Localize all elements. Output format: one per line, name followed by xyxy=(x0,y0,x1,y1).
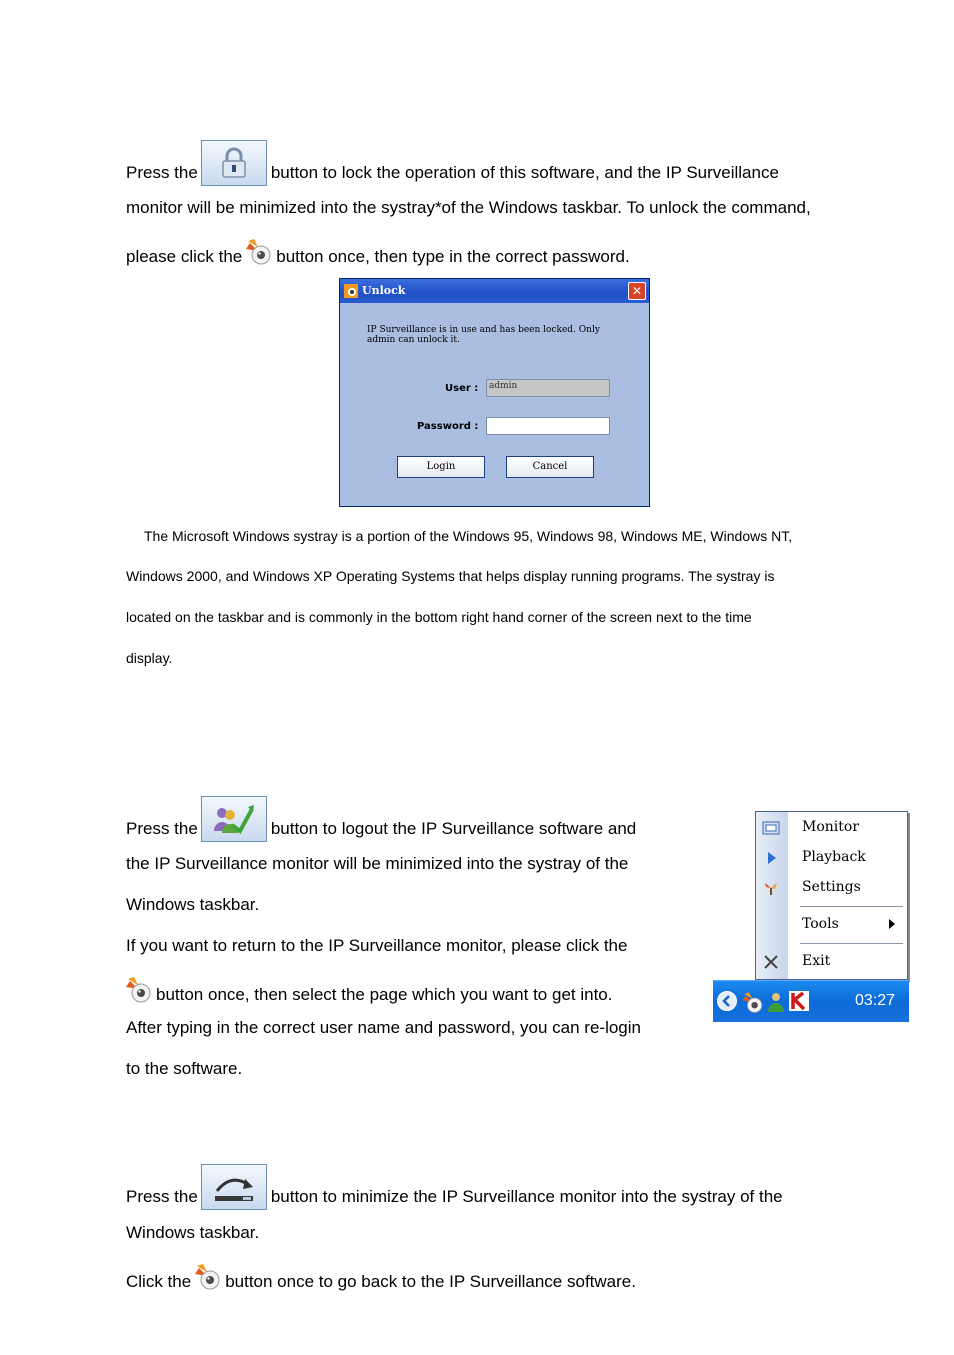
monitor-icon xyxy=(762,820,780,836)
menu-item-playback[interactable] xyxy=(756,844,907,872)
minimize-paragraph-line-1 xyxy=(126,1174,783,1220)
logout-paragraph-line-7: to the software. xyxy=(126,1059,243,1078)
password-field[interactable] xyxy=(486,417,610,435)
app-icon xyxy=(344,284,358,298)
minimize-paragraph-line-2: Windows taskbar. xyxy=(126,1223,260,1242)
text-logout-desc: button to logout the IP Surveillance software and xyxy=(270,819,637,838)
password-label: Password : xyxy=(417,421,479,432)
text-please-click: please click the xyxy=(126,247,243,266)
user-label: User : xyxy=(445,383,479,394)
close-button[interactable]: ✕ xyxy=(628,282,646,300)
ip-surveillance-tray-icon[interactable] xyxy=(741,990,765,1014)
menu-item-exit[interactable] xyxy=(756,948,907,976)
login-button[interactable]: Login xyxy=(397,456,485,478)
logout-button-icon xyxy=(201,796,267,842)
menu-separator xyxy=(800,943,903,944)
footnote-line-2: Windows 2000, and Windows XP Operating Systems that helps display running programs. The systray is xyxy=(126,568,775,584)
text-select-page: button once, then select the page which you want to get into. xyxy=(156,985,613,1004)
footnote-line-1: The Microsoft Windows systray is a portion of the Windows 95, Windows 98, Windows ME, Windows NT, xyxy=(144,528,793,544)
menu-item-label: Tools xyxy=(802,916,839,932)
close-icon xyxy=(762,954,780,970)
text-once-type: button once, then type in the correct password. xyxy=(276,247,630,266)
menu-item-tools[interactable] xyxy=(756,911,907,939)
settings-icon xyxy=(762,880,780,896)
menu-separator xyxy=(800,906,903,907)
taskbar-clock[interactable]: 03:27 xyxy=(855,992,896,1009)
antivirus-tray-icon[interactable] xyxy=(789,991,809,1011)
submenu-arrow-icon xyxy=(889,919,895,929)
text-minimize-desc: button to minimize the IP Surveillance monitor into the systray of the xyxy=(270,1187,783,1206)
dialog-message: IP Surveillance is in use and has been locked. Only admin can unlock it. xyxy=(367,325,600,345)
text-press-the: Press the xyxy=(126,819,198,838)
menu-item-label: Playback xyxy=(802,849,866,865)
menu-item-monitor[interactable] xyxy=(756,814,907,842)
ip-surveillance-tray-icon xyxy=(244,237,274,265)
user-tray-icon[interactable] xyxy=(767,991,785,1013)
taskbar-systray xyxy=(713,980,909,1022)
logout-paragraph-line-4: If you want to return to the IP Surveillance monitor, please click the xyxy=(126,936,628,955)
minimize-button-icon xyxy=(201,1164,267,1210)
footnote-line-4: display. xyxy=(126,650,173,666)
play-icon xyxy=(762,850,780,866)
logout-paragraph-line-3: Windows taskbar. xyxy=(126,895,260,914)
dialog-titlebar xyxy=(340,279,649,303)
text-click-the: Click the xyxy=(126,1272,192,1291)
ip-surveillance-tray-icon xyxy=(193,1262,223,1290)
dialog-title: Unlock xyxy=(362,284,406,297)
user-field[interactable]: admin xyxy=(486,379,610,397)
ip-surveillance-tray-icon xyxy=(124,975,154,1003)
footnote-line-3: located on the taskbar and is commonly in the bottom right hand corner of the screen next to the time xyxy=(126,609,752,625)
logout-paragraph-line-2: the IP Surveillance monitor will be minimized into the systray of the xyxy=(126,854,629,873)
unlock-dialog xyxy=(339,278,650,507)
lock-paragraph-line-2: monitor will be minimized into the systray*of the Windows taskbar. To unlock the command, xyxy=(126,198,811,217)
text-press-the: Press the xyxy=(126,163,198,182)
systray-context-menu xyxy=(755,811,908,980)
menu-item-label: Exit xyxy=(802,953,831,969)
text-lock-desc: button to lock the operation of this software, and the IP Surveillance xyxy=(270,163,779,182)
lock-paragraph-line-3 xyxy=(126,243,630,271)
menu-item-label: Settings xyxy=(802,879,861,895)
logout-paragraph-line-1 xyxy=(126,806,636,852)
cancel-button[interactable]: Cancel xyxy=(506,456,594,478)
chevron-left-icon[interactable] xyxy=(717,991,737,1011)
menu-item-label: Monitor xyxy=(802,819,860,835)
text-press-the: Press the xyxy=(126,1187,198,1206)
logout-paragraph-line-6: After typing in the correct user name and password, you can re-login xyxy=(126,1018,641,1037)
logout-paragraph-line-5 xyxy=(124,981,612,1009)
lock-button-icon xyxy=(201,140,267,186)
minimize-paragraph-line-3 xyxy=(126,1268,636,1296)
menu-item-settings[interactable] xyxy=(756,874,907,902)
text-go-back: button once to go back to the IP Surveillance software. xyxy=(225,1272,636,1291)
lock-paragraph-line-1 xyxy=(126,150,779,196)
